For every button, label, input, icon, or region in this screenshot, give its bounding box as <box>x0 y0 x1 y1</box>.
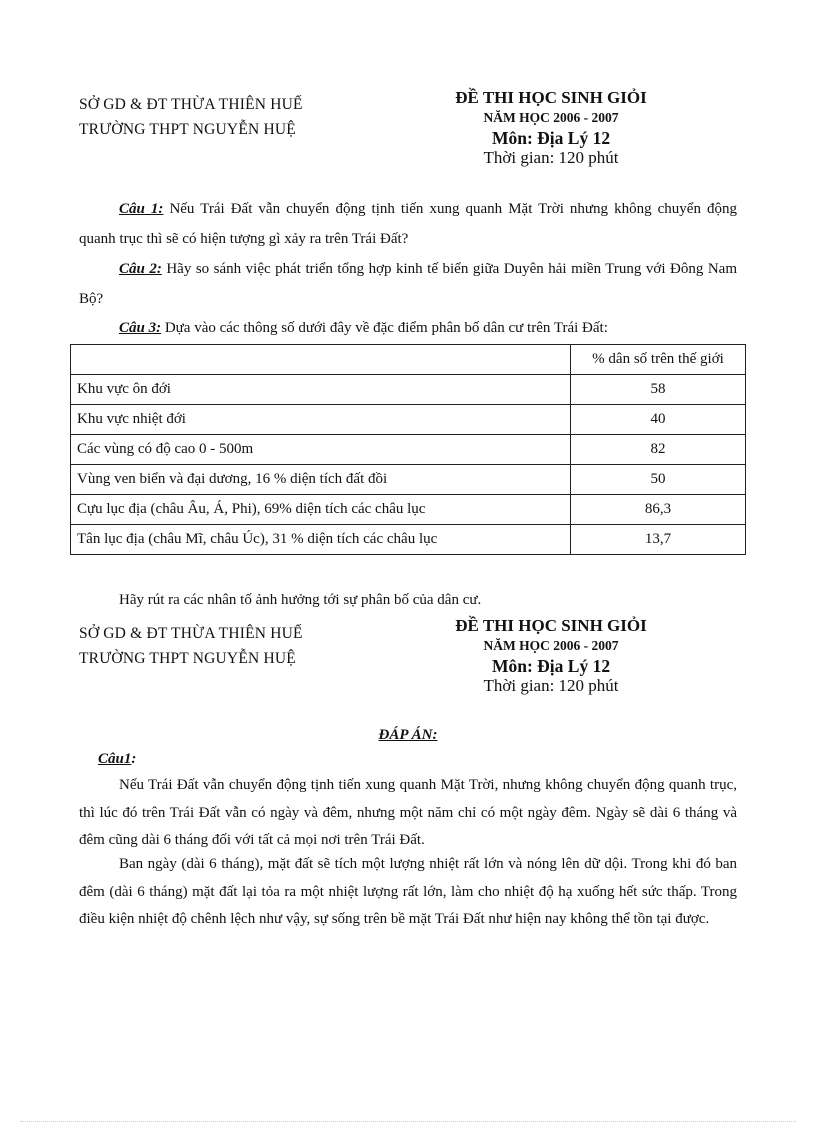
table-row <box>71 375 746 405</box>
question-3-label: Câu 3: <box>119 320 162 336</box>
answer-1-label-text: Câu1 <box>98 751 132 767</box>
row-value: 58 <box>571 375 746 405</box>
exam-subject: Môn: Địa Lý 12 <box>491 128 611 148</box>
row-value: 86,3 <box>571 495 746 525</box>
table-row <box>71 495 746 525</box>
question-3-prompt: Hãy rút ra các nhân tố ảnh hưởng tới sự phân bố của dân cư. <box>119 592 482 608</box>
table-header-empty <box>71 345 571 375</box>
answer-title: ĐÁP ÁN: <box>378 727 438 743</box>
table-header-cell: % dân số trên thế giới <box>571 345 746 375</box>
row-label: Vùng ven biển và đại dương, 16 % diện tích đất đồi <box>71 465 571 495</box>
school-header-top <box>79 92 303 142</box>
answer-1-p2-text: Ban ngày (dài 6 tháng), mặt đất sẽ tích một lượng nhiệt rất lớn và nóng lên dữ dội. Trong khi đó ban đêm (dài 6 tháng) mặt đất lại tỏa ra một nhiệt lượng rất lớn, làm cho nhiệt độ hạ xuống hết sức thấp. Trong điều kiện nhiệt độ chênh lệch như vậy, sự sống trên bề mặt Trái Đất như hiện nay không thể tồn tại được. <box>79 856 737 927</box>
question-3 <box>79 314 737 344</box>
question-1-text: Nếu Trái Đất vẫn chuyển động tịnh tiến xung quanh Mặt Trời nhưng không chuyển động quanh trục thì sẽ có hiện tượng gì xảy ra trên Trái Đất? <box>79 201 737 247</box>
answer-1-label <box>98 751 136 768</box>
answer-1-p1-text: Nếu Trái Đất vẫn chuyển động tịnh tiến xung quanh Mặt Trời, nhưng không chuyển động quanh trục, thì lúc đó trên Trái Đất vẫn có ngày và đêm, nhưng một năm chỉ có một ngày đêm. Ngày sẽ dài 6 tháng và đêm cũng dài 6 tháng đối với tất cả mọi nơi trên Trái Đất. <box>79 777 737 848</box>
table-row <box>71 405 746 435</box>
table-row <box>71 465 746 495</box>
table-header-row <box>71 345 746 375</box>
table-row <box>71 525 746 555</box>
exam-time: Thời gian: 120 phút <box>483 148 619 167</box>
question-2 <box>79 255 737 314</box>
school-name: TRƯỜNG THPT NGUYỄN HUỆ <box>79 650 296 667</box>
row-label: Tân lục địa (châu Mĩ, châu Úc), 31 % diện tích các châu lục <box>71 525 571 555</box>
exam-title: ĐỀ THI HỌC SINH GIỎI <box>455 88 647 107</box>
question-2-label: Câu 2: <box>119 261 162 277</box>
question-2-text: Hãy so sánh việc phát triển tổng hợp kinh tế biển giữa Duyên hải miền Trung với Đông Nam Bộ? <box>79 261 738 307</box>
table-row <box>71 435 746 465</box>
school-name: TRƯỜNG THPT NGUYỄN HUỆ <box>79 121 296 138</box>
row-label: Cựu lục địa (châu Âu, Á, Phi), 69% diện tích các châu lục <box>71 495 571 525</box>
school-header-answer <box>79 621 303 671</box>
row-value: 82 <box>571 435 746 465</box>
exam-title: ĐỀ THI HỌC SINH GIỎI <box>455 616 647 635</box>
row-value: 40 <box>571 405 746 435</box>
row-label: Khu vực nhiệt đới <box>71 405 571 435</box>
exam-header-answer <box>426 616 676 696</box>
exam-time: Thời gian: 120 phút <box>483 676 619 695</box>
question-3-text: Dựa vào các thông số dưới đây về đặc điểm phân bố dân cư trên Trái Đất: <box>161 320 608 336</box>
population-table <box>70 344 746 555</box>
exam-subject: Môn: Địa Lý 12 <box>491 656 611 676</box>
row-label: Khu vực ôn đới <box>71 375 571 405</box>
question-1 <box>79 195 737 254</box>
answer-1-paragraph-2 <box>79 851 737 934</box>
department-name: SỞ GD & ĐT THỪA THIÊN HUẾ <box>79 625 303 642</box>
row-label: Các vùng có độ cao 0 - 500m <box>71 435 571 465</box>
row-value: 50 <box>571 465 746 495</box>
school-year: NĂM HỌC 2006 - 2007 <box>483 638 619 653</box>
department-name: SỞ GD & ĐT THỪA THIÊN HUẾ <box>79 96 303 113</box>
exam-header-top <box>426 88 676 168</box>
page-bottom-divider <box>20 1121 796 1122</box>
school-year: NĂM HỌC 2006 - 2007 <box>483 110 619 125</box>
row-value: 13,7 <box>571 525 746 555</box>
answer-1-label-colon: : <box>131 751 137 767</box>
question-1-label: Câu 1: <box>119 201 164 217</box>
answer-1-paragraph-1 <box>79 772 737 855</box>
